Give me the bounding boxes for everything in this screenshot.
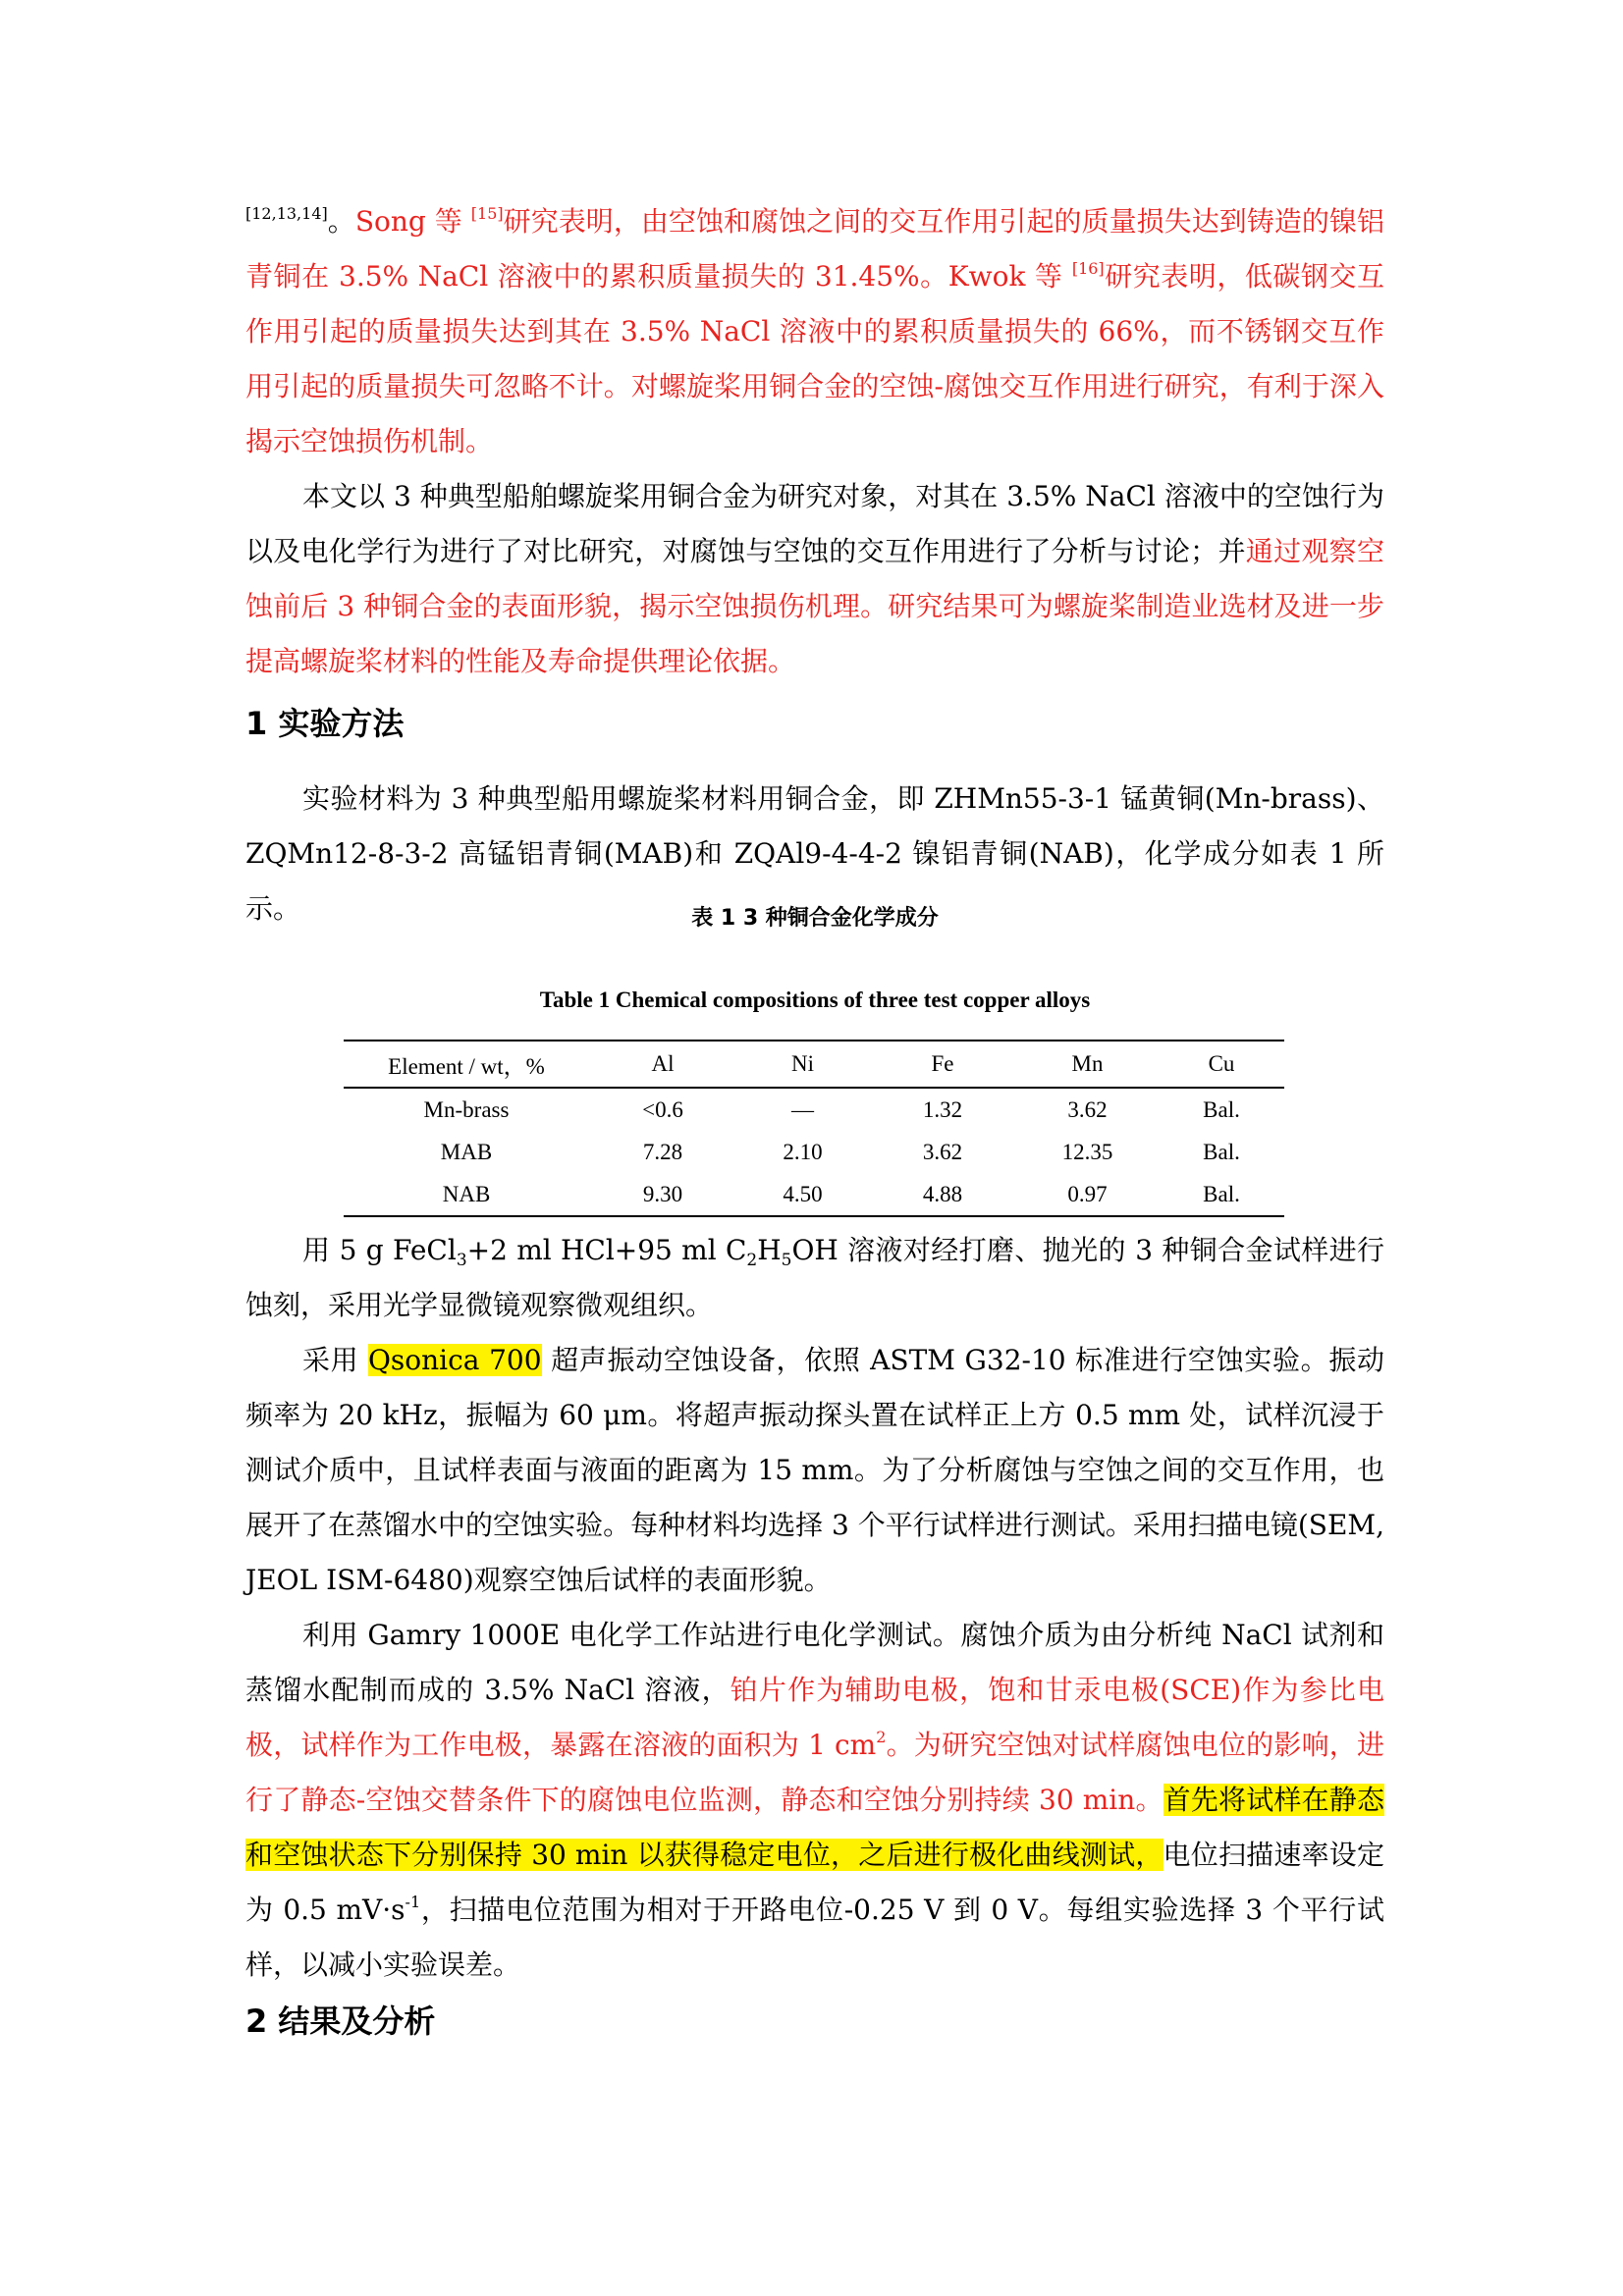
- text-run: 超声振动空蚀设备，依照 ASTM G32-10 标准进行空蚀实验。振动频率为 20 kHz，振幅为 60 μm。将超声振动探头置在试样正上方 0.5 mm 处，试样沉浸于测试介质中，且试样表面与液面的距离为 15 mm。为了分析腐蚀与空蚀之间的交互作用，也展开了在蒸馏水中的空蚀实验。每种材料均选择 3 个平行试样进行测试。采用扫描电镜(SEM, JEOL ISM-6480)观察空蚀后试样的表面形貌。: [245, 1344, 1384, 1596]
- table-row: [344, 1173, 1284, 1216]
- table-caption-chinese: 表 1 3 种铜合金化学成分: [691, 906, 939, 931]
- text-run: 利用 Gamry 1000E 电化学工作站进行电化学测试。腐蚀介质为由分析纯 NaCl 试剂和蒸馏水配制而成的 3.5% NaCl 溶液，: [245, 1619, 1384, 1706]
- paragraph-interaction-review: [245, 194, 1384, 469]
- table-row: [344, 1131, 1284, 1173]
- table-cell: 1.32: [922, 1096, 963, 1122]
- table-cell: Mn-brass: [423, 1096, 510, 1122]
- table-cell: NAB: [442, 1181, 491, 1206]
- subscript: 3: [456, 1251, 467, 1270]
- text-run: +2 ml HCl+95 ml C: [466, 1234, 747, 1266]
- text-run: 本文以 3 种典型船舶螺旋桨用铜合金为研究对象，对其在 3.5% NaCl 溶液中的空蚀行为以及电化学行为进行了对比研究，对腐蚀与空蚀的交互作用进行了分析与讨论；并: [245, 480, 1384, 567]
- header-cell: Mn: [1071, 1051, 1104, 1076]
- paragraph-study-scope: [245, 469, 1384, 689]
- table-cell: 4.88: [922, 1181, 963, 1206]
- text-run: 用 5 g FeCl: [302, 1234, 457, 1266]
- table-cell: —: [791, 1096, 814, 1122]
- text-run: 。: [327, 205, 355, 238]
- highlighted-red-text: Song 等: [354, 205, 471, 238]
- table-cell: Bal.: [1203, 1139, 1240, 1164]
- table-cell: Bal.: [1203, 1181, 1240, 1206]
- text-run: 电位扫描速率设定为 0.5 mV·s: [245, 1839, 1384, 1926]
- header-cell: Fe: [931, 1051, 954, 1076]
- header-cell: Element / wt，%: [388, 1053, 545, 1079]
- highlighted-red-text: 研究表明，由空蚀和腐蚀之间的交互作用引起的质量损失达到铸造的镍铝青铜在 3.5% NaCl 溶液中的累积质量损失的 31.45%。Kwok 等: [245, 205, 1384, 293]
- table-cell: 9.30: [642, 1181, 683, 1206]
- superscript: 2: [876, 1728, 887, 1746]
- highlighted-yellow-text: Qsonica 700: [367, 1344, 542, 1376]
- citation: [12,13,14]: [245, 204, 328, 223]
- header-cell: Ni: [791, 1051, 814, 1076]
- text-run: 采用: [302, 1344, 368, 1376]
- table-cell: 4.50: [783, 1181, 823, 1206]
- table-cell: 7.28: [642, 1139, 683, 1164]
- paragraph-electrochemical-test: [245, 1608, 1384, 1993]
- highlighted-red-text: 研究表明，低碳钢交互作用引起的质量损失达到其在 3.5% NaCl 溶液中的累积质量损失的 66%，而不锈钢交互作用引起的质量损失可忽略不计。对螺旋桨用铜合金的空蚀-腐蚀交互作用进行研究，有利于深入揭示空蚀损伤机制。: [245, 260, 1384, 457]
- highlighted-red-text: 铂片作为辅助电极，饱和甘汞电极(SCE)作为参比电极，试样作为工作电极，暴露在溶液的面积为 1 cm: [245, 1674, 1384, 1761]
- table-cell: 0.97: [1067, 1181, 1108, 1206]
- table-cell: 3.62: [922, 1139, 963, 1164]
- table-cell: 12.35: [1061, 1139, 1113, 1164]
- highlighted-red-text: 。为研究空蚀对试样腐蚀电位的影响，进行了静态-空蚀交替条件下的腐蚀电位监测，静态和空蚀分别持续 30 min。: [245, 1729, 1384, 1816]
- subscript: 5: [781, 1251, 792, 1270]
- table-cell: 3.62: [1067, 1096, 1108, 1122]
- table-header-row: [344, 1041, 1284, 1088]
- header-cell: Al: [651, 1051, 675, 1076]
- table-cell: Bal.: [1203, 1096, 1240, 1122]
- section-heading-methods: 1 实验方法: [245, 705, 405, 742]
- subscript: 2: [746, 1251, 758, 1270]
- table-row: [344, 1088, 1284, 1131]
- table-caption-english: Table 1 Chemical compositions of three test copper alloys: [539, 988, 1091, 1012]
- table-cell: MAB: [440, 1139, 493, 1164]
- superscript: -1: [405, 1893, 421, 1911]
- paragraph-cavitation-test: [245, 1333, 1384, 1608]
- paragraph-materials: 实验材料为 3 种典型船用螺旋桨材料用铜合金，即 ZHMn55-3-1 锰黄铜(Mn-brass)、ZQMn12-8-3-2 高锰铝青铜(MAB)和 ZQAl9-4-4-2 镍铝青铜(NAB)，化学成分如表 1 所示。: [245, 782, 1384, 925]
- paragraph-etching: [245, 1223, 1384, 1333]
- composition-table: [344, 1040, 1284, 1217]
- citation: [16]: [1071, 259, 1105, 278]
- table-cell: 2.10: [783, 1139, 823, 1164]
- text-run: ，扫描电位范围为相对于开路电位-0.25 V 到 0 V。每组实验选择 3 个平行试样，以减小实验误差。: [245, 1894, 1385, 1981]
- text-run: OH 溶液对经打磨、抛光的 3 种铜合金试样进行蚀刻，采用光学显微镜观察微观组织。: [245, 1234, 1384, 1321]
- highlighted-yellow-text: 首先将试样在静态和空蚀状态下分别保持 30 min 以获得稳定电位，之后进行极化曲线测试，: [245, 1784, 1384, 1871]
- highlighted-red-text: 通过观察空蚀前后 3 种铜合金的表面形貌，揭示空蚀损伤机理。研究结果可为螺旋桨制造业选材及进一步提高螺旋桨材料的性能及寿命提供理论依据。: [245, 535, 1384, 677]
- text-run: H: [757, 1234, 782, 1266]
- section-heading-results: 2 结果及分析: [245, 2002, 436, 2040]
- header-cell: Cu: [1208, 1051, 1235, 1076]
- citation: [15]: [470, 204, 504, 223]
- table-cell: <0.6: [642, 1096, 683, 1122]
